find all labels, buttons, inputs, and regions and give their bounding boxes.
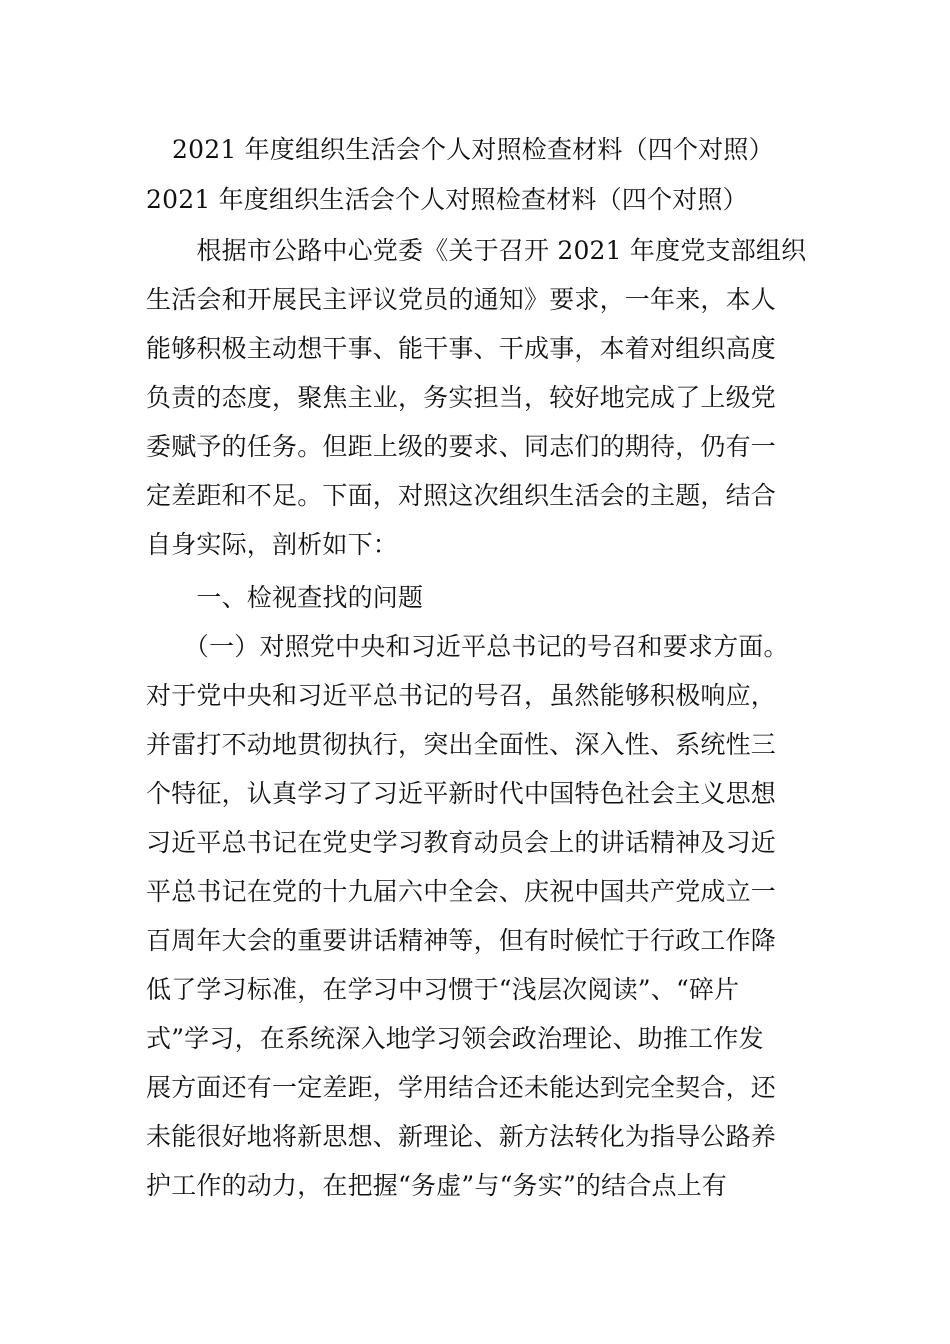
body-line-19: 未能很好地将新思想、新理论、新方法转化为指导公路养	[146, 1122, 777, 1151]
body-line-7: 自身实际，剖析如下：	[146, 530, 399, 559]
body-line-16: 低了学习标准，在学习中习惯于“浅层次阅读”、“碎片	[146, 975, 740, 1004]
body-line-3: 能够积极主动想干事、能干事、干成事，本着对组织高度	[146, 334, 777, 363]
body-line-11: 并雷打不动地贯彻执行，突出全面性、深入性、系统性三	[146, 730, 777, 759]
body-line-4: 负责的态度，聚焦主业，务实担当，较好地完成了上级党	[146, 383, 777, 412]
body-line-10: 对于党中央和习近平总书记的号召，虽然能够积极响应，	[146, 681, 777, 710]
body-line-1: 根据市公路中心党委《关于召开 2021 年度党支部组织	[146, 236, 807, 265]
document-title-line-2: 2021 年度组织生活会个人对照检查材料（四个对照）	[146, 185, 748, 214]
body-line-17: 式”学习，在系统深入地学习领会政治理论、助推工作发	[146, 1024, 764, 1053]
body-line-6: 定差距和不足。下面，对照这次组织生活会的主题，结合	[146, 481, 777, 510]
body-line-13: 习近平总书记在党史学习教育动员会上的讲话精神及习近	[146, 828, 777, 857]
body-line-14: 平总书记在党的十九届六中全会、庆祝中国共产党成立一	[146, 877, 777, 906]
document-title-line-1: 2021 年度组织生活会个人对照检查材料（四个对照）	[172, 135, 774, 164]
subsection-heading-1: （一）对照党中央和习近平总书记的号召和要求方面。	[146, 632, 789, 661]
body-line-20: 护工作的动力，在把握“务虚”与“务实”的结合点上有	[146, 1171, 728, 1200]
body-line-2: 生活会和开展民主评议党员的通知》要求，一年来，本人	[146, 285, 777, 314]
body-line-18: 展方面还有一定差距，学用结合还未能达到完全契合，还	[146, 1073, 777, 1102]
body-line-15: 百周年大会的重要讲话精神等，但有时候忙于行政工作降	[146, 926, 777, 955]
body-line-12: 个特征，认真学习了习近平新时代中国特色社会主义思想	[146, 779, 777, 808]
section-heading-1: 一、检视查找的问题	[146, 583, 424, 612]
body-line-5: 委赋予的任务。但距上级的要求、同志们的期待，仍有一	[146, 432, 777, 461]
